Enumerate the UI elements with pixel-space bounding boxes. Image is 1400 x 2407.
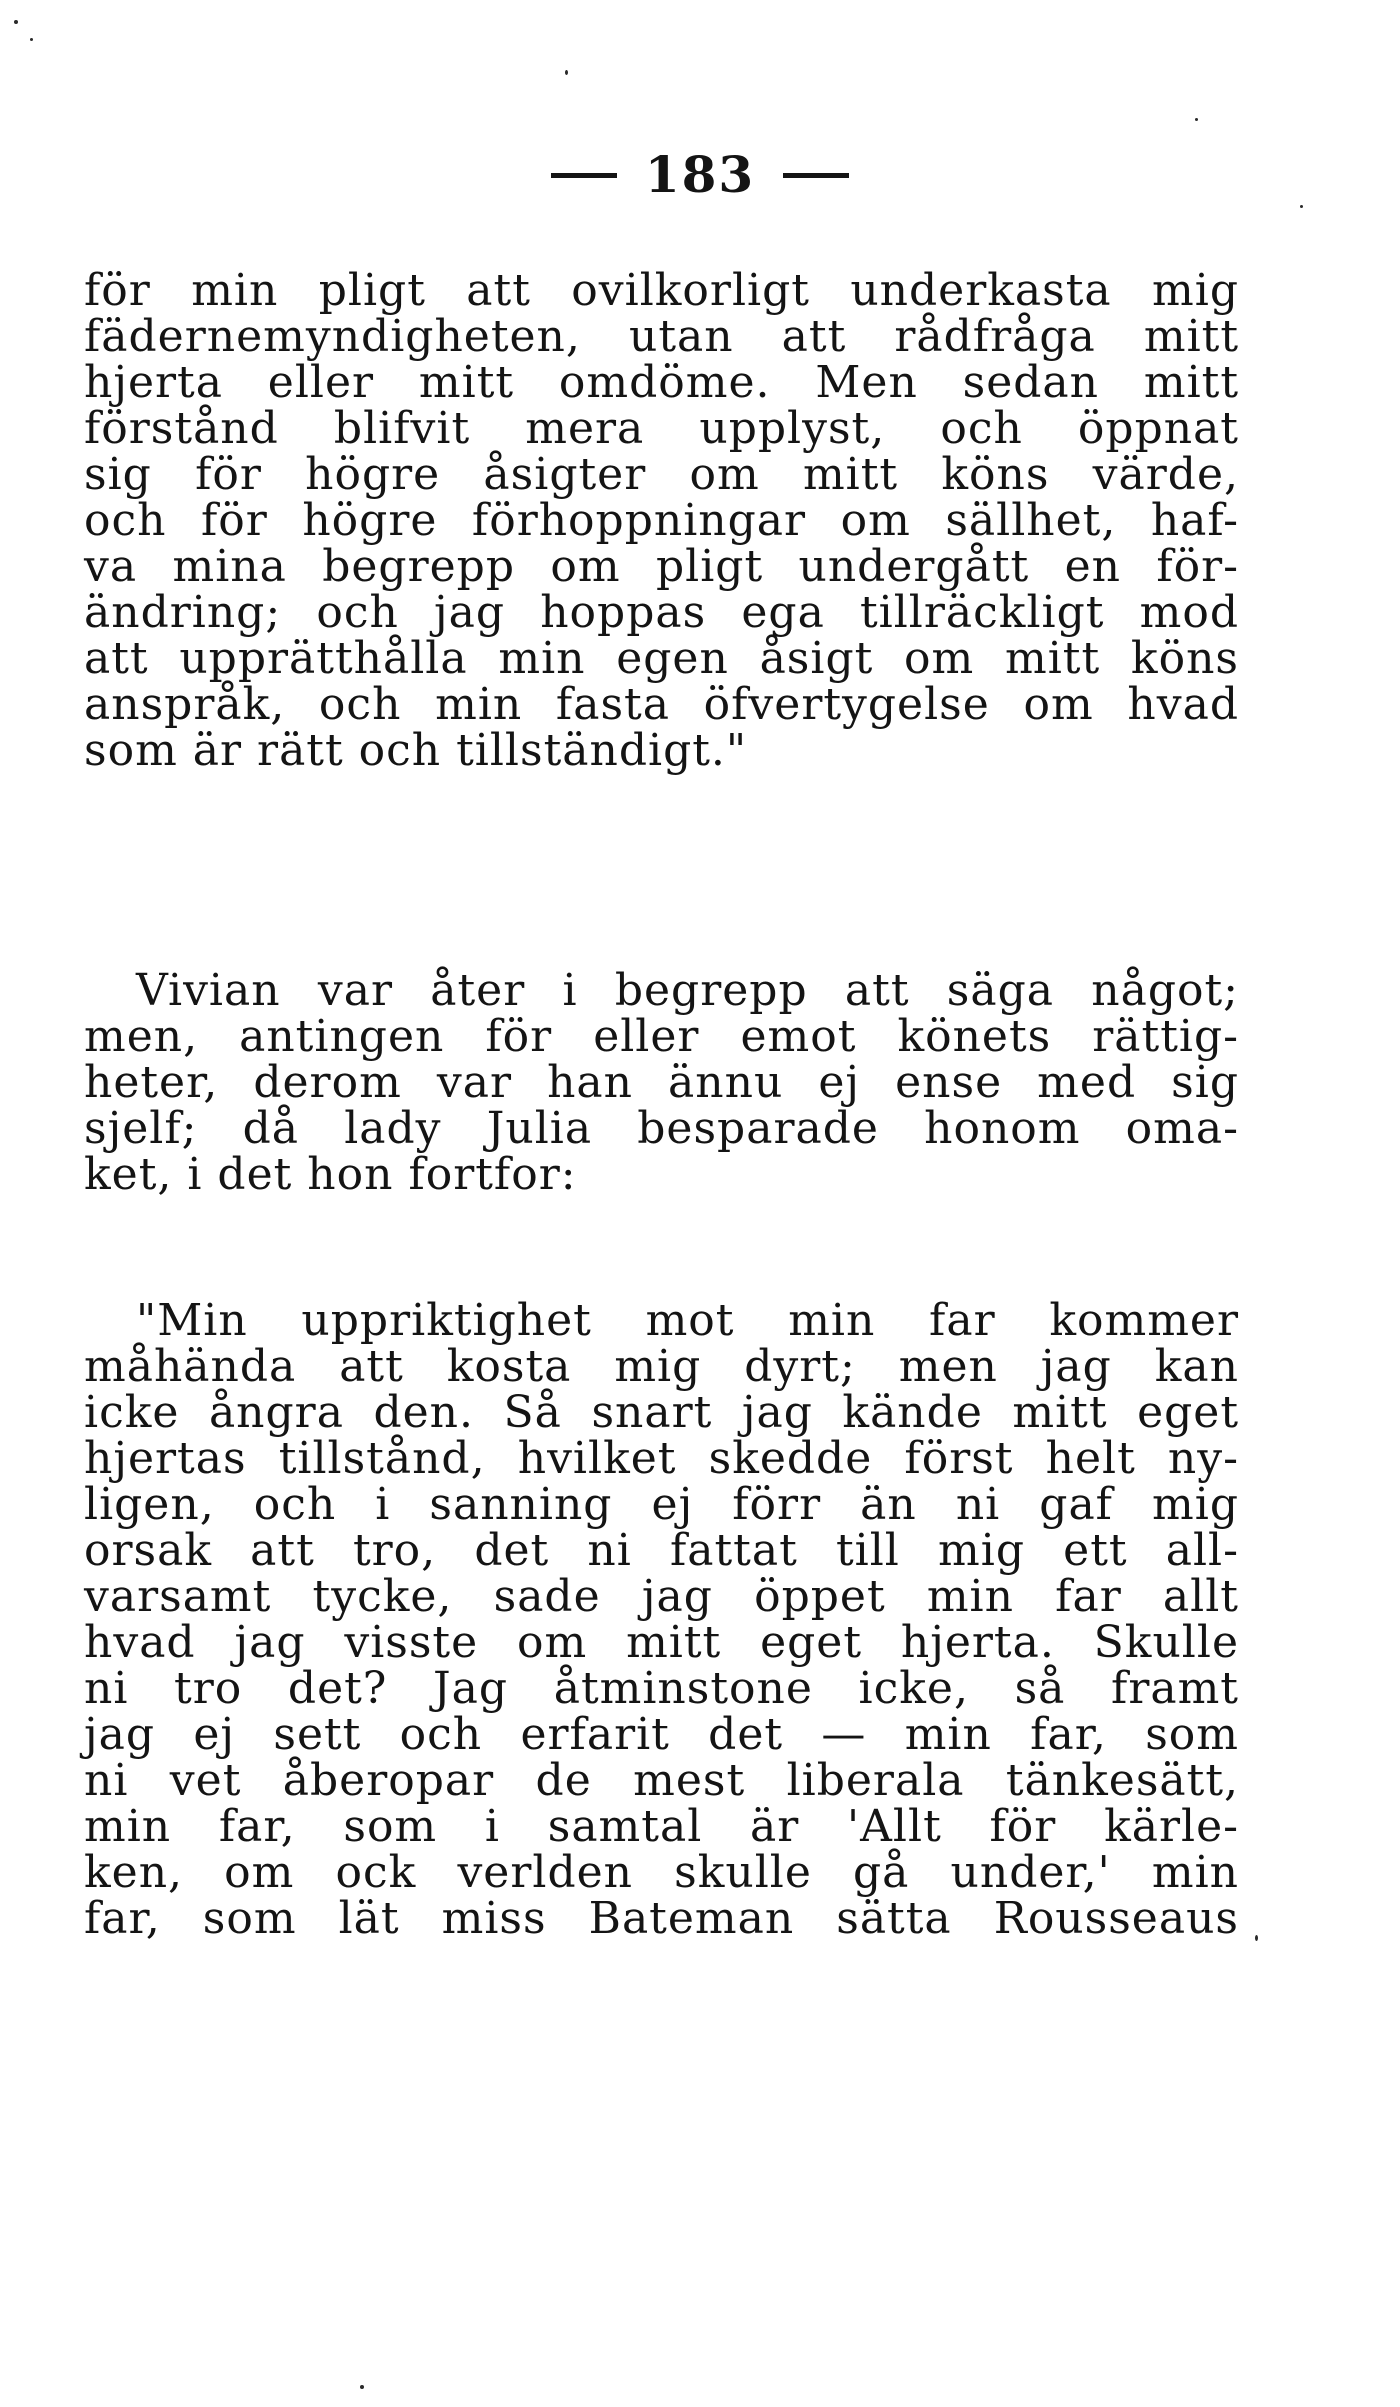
text-line: orsak att tro, det ni fattat till mig ett all- (84, 1525, 1239, 1576)
page-number: 183 (644, 145, 756, 204)
text-line: måhända att kosta mig dyrt; men jag kan (84, 1341, 1239, 1392)
scan-speck (1300, 205, 1303, 208)
text-line: anspråk, och min fasta öfvertygelse om hvad (84, 679, 1239, 730)
text-line: min far, som i samtal är 'Allt för kärle- (84, 1801, 1239, 1852)
scan-speck (565, 70, 568, 75)
text-line: jag ej sett och erfarit det — min far, som (84, 1709, 1239, 1760)
text-line: ket, i det hon fortfor: (84, 1149, 577, 1200)
text-line: far, som lät miss Bateman sätta Rousseaus (84, 1893, 1239, 1944)
scan-speck (360, 2385, 364, 2389)
scan-speck (1255, 1935, 1258, 1941)
scan-speck (30, 38, 33, 41)
text-line: ni tro det? Jag åtminstone icke, så framt (84, 1663, 1239, 1714)
text-line: ligen, och i sanning ej förr än ni gaf mig (84, 1479, 1239, 1530)
scan-speck (1195, 118, 1198, 121)
text-line: och för högre förhoppningar om sällhet, haf- (84, 495, 1239, 546)
text-line: hvad jag visste om mitt eget hjerta. Skulle (84, 1617, 1239, 1668)
scan-speck (14, 20, 18, 24)
text-line: hjerta eller mitt omdöme. Men sedan mitt (84, 357, 1239, 408)
text-line: ändring; och jag hoppas ega tillräckligt mod (84, 587, 1239, 638)
text-line: heter, derom var han ännu ej ense med sig (84, 1057, 1239, 1108)
text-line: men, antingen för eller emot könets rättig- (84, 1011, 1239, 1062)
page-header (0, 145, 1400, 204)
header-dash-left (551, 173, 617, 178)
text-line: fädernemyndigheten, utan att rådfråga mitt (84, 311, 1239, 362)
text-line: icke ångra den. Så snart jag kände mitt eget (84, 1387, 1239, 1438)
paragraph-2 (84, 965, 1239, 1200)
text-line: för min pligt att ovilkorligt underkasta mig (84, 265, 1239, 316)
paragraph-3 (84, 1295, 1239, 1944)
paragraph-1 (84, 265, 1239, 776)
text-line: varsamt tycke, sade jag öppet min far allt (84, 1571, 1239, 1622)
text-line: ni vet åberopar de mest liberala tänkesätt, (84, 1755, 1239, 1806)
text-line: hjertas tillstånd, hvilket skedde först helt ny- (84, 1433, 1239, 1484)
text-line: va mina begrepp om pligt undergått en för- (84, 541, 1239, 592)
text-line: förstånd blifvit mera upplyst, och öppnat (84, 403, 1239, 454)
text-line: "Min uppriktighet mot min far kommer (136, 1295, 1239, 1346)
text-line: ken, om ock verlden skulle gå under,' min (84, 1847, 1239, 1898)
text-line: som är rätt och tillständigt." (84, 725, 748, 776)
text-line: att upprätthålla min egen åsigt om mitt köns (84, 633, 1239, 684)
text-line: sjelf; då lady Julia besparade honom oma- (84, 1103, 1239, 1154)
text-line: sig för högre åsigter om mitt köns värde, (84, 449, 1239, 500)
text-line: Vivian var åter i begrepp att säga något; (136, 965, 1239, 1016)
header-dash-right (783, 173, 849, 178)
